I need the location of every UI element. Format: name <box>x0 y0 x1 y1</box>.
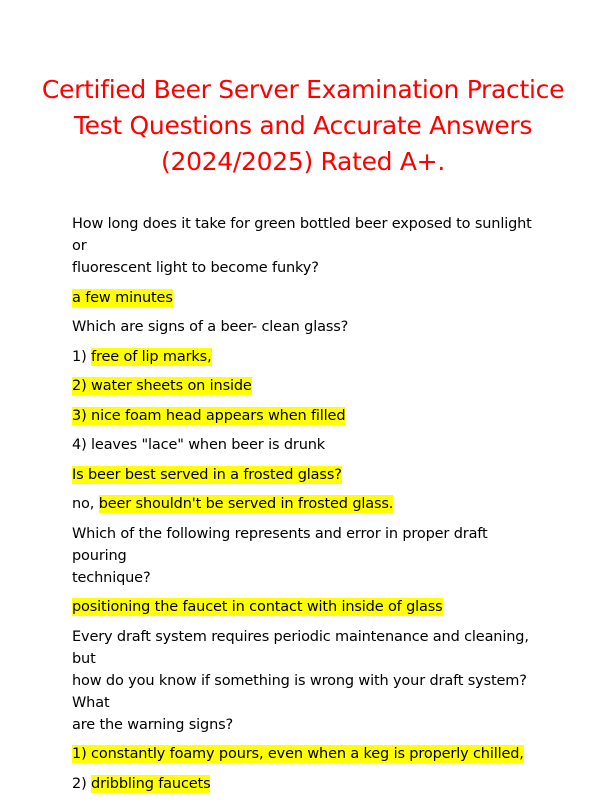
answer-5-item-1-highlight: 1) constantly foamy pours, even when a keg is properly chilled, <box>72 746 524 762</box>
question-4-line-2: technique? <box>72 569 151 586</box>
answer-3-highlight: beer shouldn't be served in frosted glass. <box>98 496 394 512</box>
answer-3 <box>72 493 540 515</box>
question-5 <box>72 626 540 736</box>
qa-content <box>72 213 540 802</box>
answer-1 <box>72 287 540 309</box>
question-5-line-1: Every draft system requires periodic maintenance and cleaning, but <box>72 628 529 667</box>
answer-2-item-4-text: 4) leaves "lace" when beer is drunk <box>72 437 326 453</box>
answer-5-item-1 <box>72 743 540 765</box>
question-1 <box>72 213 540 279</box>
answer-3-prefix: no, <box>72 496 99 512</box>
answer-5-item-2-highlight: dribbling faucets <box>91 775 211 792</box>
question-4-line-1: Which of the following represents and error in proper draft pouring <box>72 525 488 564</box>
question-5-line-3: are the warning signs? <box>72 716 234 733</box>
question-2-text: Which are signs of a beer- clean glass? <box>72 319 349 335</box>
answer-2-item-4 <box>72 434 540 456</box>
answer-4-highlight: positioning the faucet in contact with inside of glass <box>72 599 443 615</box>
answer-2-item-2-highlight: 2) water sheets on inside <box>72 378 252 394</box>
question-3 <box>72 464 540 486</box>
answer-2-item-1-highlight: free of lip marks, <box>91 348 212 365</box>
answer-1-highlight: a few minutes <box>72 289 173 306</box>
answer-2-item-3-highlight: 3) nice foam head appears when filled <box>72 407 346 424</box>
answer-2-item-2 <box>72 375 540 397</box>
title-line-2: Test Questions and Accurate Answers <box>73 111 533 140</box>
question-2 <box>72 316 540 338</box>
document-title <box>40 72 566 180</box>
question-1-line-2: fluorescent light to become funky? <box>72 260 319 276</box>
question-5-line-2: how do you know if something is wrong with your draft system? What <box>72 672 527 711</box>
title-line-3: (2024/2025) Rated A+. <box>161 147 445 176</box>
answer-5-item-2-prefix: 2) <box>72 775 92 792</box>
question-3-highlight: Is beer best served in a frosted glass? <box>72 466 342 483</box>
answer-2-item-1-prefix: 1) <box>72 348 92 365</box>
question-1-line-1: How long does it take for green bottled beer exposed to sunlight or <box>72 216 532 254</box>
answer-2-item-1 <box>72 346 540 368</box>
answer-4 <box>72 596 540 618</box>
title-line-1: Certified Beer Server Examination Practice <box>41 75 565 104</box>
answer-2-item-3 <box>72 405 540 427</box>
question-4 <box>72 523 540 589</box>
answer-5-item-2 <box>72 773 540 795</box>
